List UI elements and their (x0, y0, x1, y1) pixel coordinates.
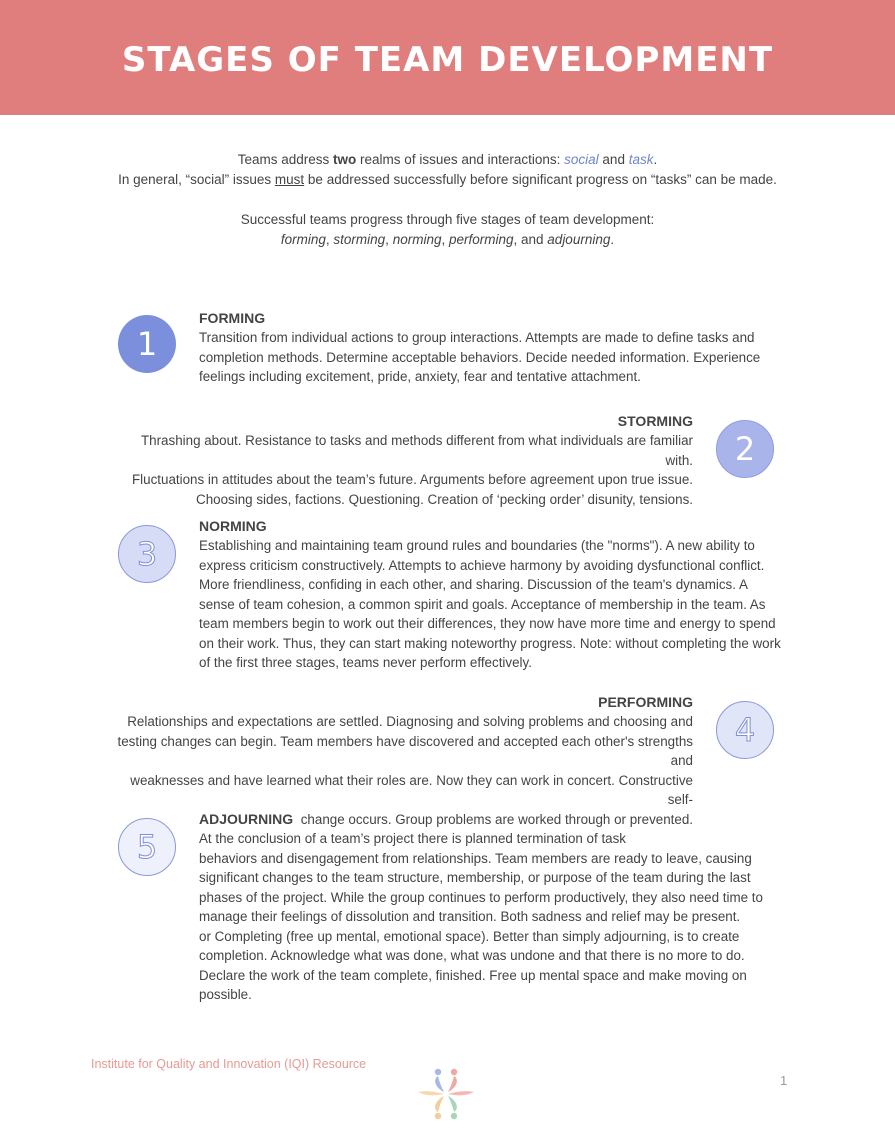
social-term: social (564, 152, 599, 167)
iqi-logo-icon (414, 1062, 478, 1126)
page-title: STAGES OF TEAM DEVELOPMENT (121, 40, 774, 80)
stage-description: Relationships and expectations are settled. Diagnosing and solving problems and choosing and testing changes can begin. Team members have discovered and accepted each other's strengths and weaknesses and have learned what their roles are. Now they can work in concert. Constructive self- change occurs. Group problems are worked through or prevented. (117, 714, 693, 827)
page-number: 1 (780, 1073, 788, 1088)
stage-title: NORMING (199, 518, 267, 534)
stage-forming (199, 309, 784, 387)
intro-line-3: Successful teams progress through five stages of team development: (240, 212, 655, 227)
stage-number-badge-3: 3 (118, 525, 176, 583)
intro-line-1: Teams address two realms of issues and interactions: social and task. (237, 152, 658, 167)
intro-paragraph-2 (60, 210, 835, 250)
stage-number-badge-1: 1 (118, 315, 176, 373)
stage-performing (110, 693, 693, 829)
intro-paragraph-1 (60, 150, 835, 190)
stage-title: FORMING (199, 310, 266, 326)
stage-number-badge-4: 4 (716, 701, 774, 759)
stage-description: Establishing and maintaining team ground rules and boundaries (the "norms"). A new ability to express criticism constructively. Attempts to achieve harmony by avoiding dysfunctional conflict. More friendliness, confiding in each other, and sharing. Discussion of the team's dynamics. A sense of team cohesion, a common spirit and goals. Acceptance of membership in the team. As team members begin to work out their differences, they now have more time and energy to spend on their work. Thus, they can start making noteworthy progress. Note: without completing the work of the first three stages, teams never perform effectively. (199, 538, 781, 670)
header-banner (0, 0, 895, 115)
stage-description: Thrashing about. Resistance to tasks and methods different from what individuals are familiar with. Fluctuations in attitudes about the team’s future. Arguments before agreement upon true issue. Choosing sides, factions. Questioning. Creation of ‘pecking order’ disunity, tensions. (131, 433, 693, 507)
stage-description: At the conclusion of a team’s project there is planned termination of task behaviors and disengagement from relationships. Team members are ready to leave, causing significant changes to the team structure, membership, or purpose of the team during the last phases of the project. While the group continues to perform productively, they also need time to manage their feelings of dissolution and transition. Both sadness and relief may be present. or Completing (free up mental, emotional space). Better than simply adjourning, is to create completion. Acknowledge what was done, what was undone and that there is no more to do. Declare the work of the team complete, finished. Free up mental space and make moving on possible. (199, 831, 763, 1002)
stage-title: ADJOURNING (199, 811, 294, 827)
task-term: task (628, 152, 654, 167)
stage-adjourning (199, 810, 784, 1005)
intro-line-4: forming, storming, norming, performing, and adjourning. (280, 232, 615, 247)
stage-number-badge-5: 5 (118, 818, 176, 876)
stage-number-badge-2: 2 (716, 420, 774, 478)
stage-title: STORMING (617, 413, 693, 429)
stage-norming (199, 517, 784, 673)
stage-storming (110, 412, 693, 509)
stage-description: Transition from individual actions to group interactions. Attempts are made to define tasks and completion methods. Determine acceptable behaviors. Decide needed information. Experience feelings including excitement, pride, anxiety, fear and tentative attachment. (199, 330, 761, 384)
footer-source: Institute for Quality and Innovation (IQI) Resource (91, 1057, 367, 1071)
stage-title: PERFORMING (598, 694, 693, 710)
intro-line-2: In general, “social” issues must be addressed successfully before significant progress on “tasks” can be made. (118, 172, 777, 187)
